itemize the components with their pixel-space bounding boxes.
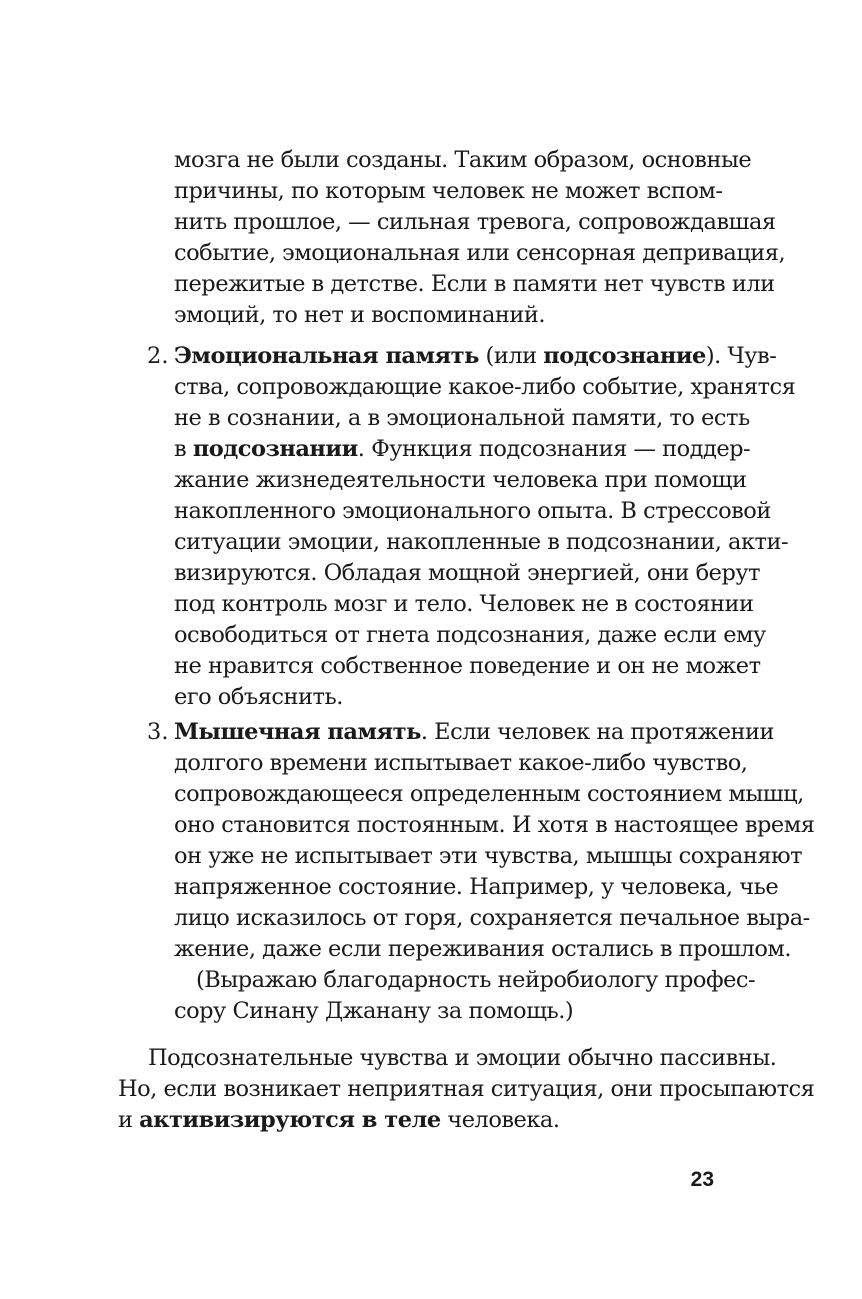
text-line: нить прошлое, — сильная тревога, сопровождавшая [174, 209, 776, 235]
text-line: лицо исказилось от горя, сохраняется печальное выра- [174, 905, 810, 931]
text-line: визируются. Обладая мощной энергией, они берут [174, 560, 761, 586]
text-line: не нравится собственное поведение и он не может [174, 653, 761, 679]
text-line: (Выражаю благодарность нейробиологу профес- [196, 967, 756, 993]
text-line [174, 433, 751, 465]
text-line: Но, если возникает неприятная ситуация, они просыпаются [118, 1076, 815, 1102]
list-number: 2. [147, 343, 169, 369]
text-span: человека. [440, 1107, 560, 1133]
bold-term: подсознании [192, 436, 358, 462]
text-line: жение, даже если переживания остались в прошлом. [174, 936, 792, 962]
text-line: мозга не были созданы. Таким образом, основные [174, 147, 752, 173]
text-line [118, 1104, 714, 1136]
text-line: оно становится постоянным. И хотя в настоящее время [174, 812, 815, 838]
bold-term: подсознание [543, 343, 706, 369]
text-span: и [118, 1107, 140, 1133]
list-item-first-line [174, 340, 777, 372]
text-line: событие, эмоциональная или сенсорная депривация, [174, 240, 786, 266]
text-line: накопленного эмоционального опыта. В стрессовой [174, 498, 771, 524]
text-line: ситуации эмоции, накопленные в подсознании, акти- [174, 529, 789, 555]
text-line: ства, сопровождающие какое-либо событие, хранятся [174, 374, 796, 400]
text-line: не в сознании, а в эмоциональной памяти, то есть [174, 405, 750, 431]
text-line: под контроль мозг и тело. Человек не в состоянии [174, 591, 754, 617]
page-number: 23 [690, 1168, 714, 1191]
text-line: долгого времени испытывает какое-либо чувство, [174, 750, 748, 776]
list-number: 3. [147, 719, 169, 745]
text-line: жание жизнедеятельности человека при помощи [174, 467, 747, 493]
text-line: Подсознательные чувства и эмоции обычно пассивны. [148, 1045, 777, 1071]
text-line: эмоций, то нет и воспоминаний. [174, 302, 546, 328]
bold-term: активизируются в теле [139, 1107, 441, 1133]
text-line: сопровождающееся определенным состоянием мышц, [174, 781, 804, 807]
text-line: сору Синану Джанану за помощь.) [174, 998, 574, 1024]
text-line: освободиться от гнета подсознания, даже если ему [174, 622, 766, 648]
text-span: ). Чув- [705, 343, 777, 369]
text-line: он уже не испытывает эти чувства, мышцы сохраняют [174, 843, 803, 869]
bold-term: Мышечная память [174, 719, 421, 745]
list-item-first-line [174, 716, 775, 748]
text-line: причины, по которым человек не может вспом- [174, 178, 723, 204]
text-span: . Функция подсознания — поддер- [357, 436, 751, 462]
text-span: в [174, 436, 193, 462]
text-line: его объяснить. [174, 684, 343, 710]
text-line: пережитые в детстве. Если в памяти нет чувств или [174, 271, 775, 297]
text-span: (или [478, 343, 544, 369]
bold-term: Эмоциональная память [174, 343, 479, 369]
text-span: . Если человек на протяжении [420, 719, 775, 745]
text-line: напряженное состояние. Например, у человека, чье [174, 874, 779, 900]
